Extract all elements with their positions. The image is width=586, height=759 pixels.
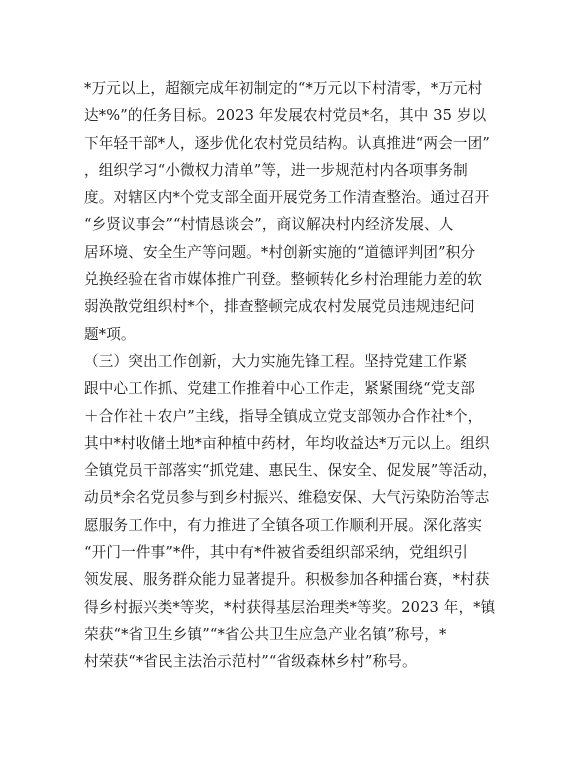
text-line: 领发展、服务群众能力显著提升。积极参加各种擂台赛，*村获: [84, 571, 490, 589]
text-line: *万元以上，超额完成年初制定的“*万元以下村清零，*万元村: [84, 80, 483, 97]
text-line: 居环境、安全生产等问题。*村创新实施的“道德评判团”积分: [84, 243, 476, 261]
text-line: ，组织学习“小微权力清单”等，进一步规范村内各项事务制: [84, 161, 468, 179]
section-heading-line: （三）突出工作创新，大力实施先锋工程。坚持党建工作紧: [84, 353, 468, 370]
text-line: 荣获“*省卫生乡镇”“*省公共卫生应急产业名镇”称号，*: [84, 625, 447, 643]
text-line: 下年轻干部*人，逐步优化农村党员结构。认真推进“两会一团”: [84, 134, 491, 152]
text-line: 动员*余名党员参与到乡村振兴、维稳安保、大气污染防治等志: [84, 489, 490, 507]
text-line: 村荣获“*省民主法治示范村”“省级森林乡村”称号。: [84, 653, 417, 671]
text-line: “乡贤议事会”“村情恳谈会”，商议解决村内经济发展、人: [84, 216, 454, 234]
text-line: 全镇党员干部落实“抓党建、惠民生、保安全、促发展”等活动，: [84, 462, 498, 480]
paragraph-innovation-pioneer-project: [84, 348, 504, 676]
text-line: 弱涣散党组织村*个，排查整顿完成农村发展党员违规违纪问: [84, 298, 475, 316]
text-line: “开门一件事”*件，其中有*件被省委组织部采纳，党组织引: [84, 544, 468, 562]
text-line: ＋合作社＋农户”主线，指导全镇成立党支部领办合作社*个，: [84, 407, 483, 425]
paragraph-party-building-results: [84, 75, 504, 348]
text-line: 得乡村振兴类*等奖，*村获得基层治理类*等奖。2023 年，*镇: [84, 598, 496, 616]
text-line: 其中*村收储土地*亩种植中药材，年均收益达*万元以上。组织: [84, 434, 490, 452]
text-line: 跟中心工作抓、党建工作推着中心工作走，紧紧围绕“党支部: [84, 380, 475, 398]
text-line: 兑换经验在省市媒体推广刊登。整顿转化乡村治理能力差的软: [84, 271, 483, 289]
text-line: 题*项。: [84, 325, 136, 343]
text-line: 度。对辖区内*个党支部全面开展党务工作清查整治。通过召开: [84, 189, 490, 207]
text-line: 达*%”的任务目标。2023 年发展农村党员*名，其中 35 岁以: [84, 107, 487, 125]
text-line: 愿服务工作中，有力推进了全镇各项工作顺利开展。深化落实: [84, 516, 483, 534]
